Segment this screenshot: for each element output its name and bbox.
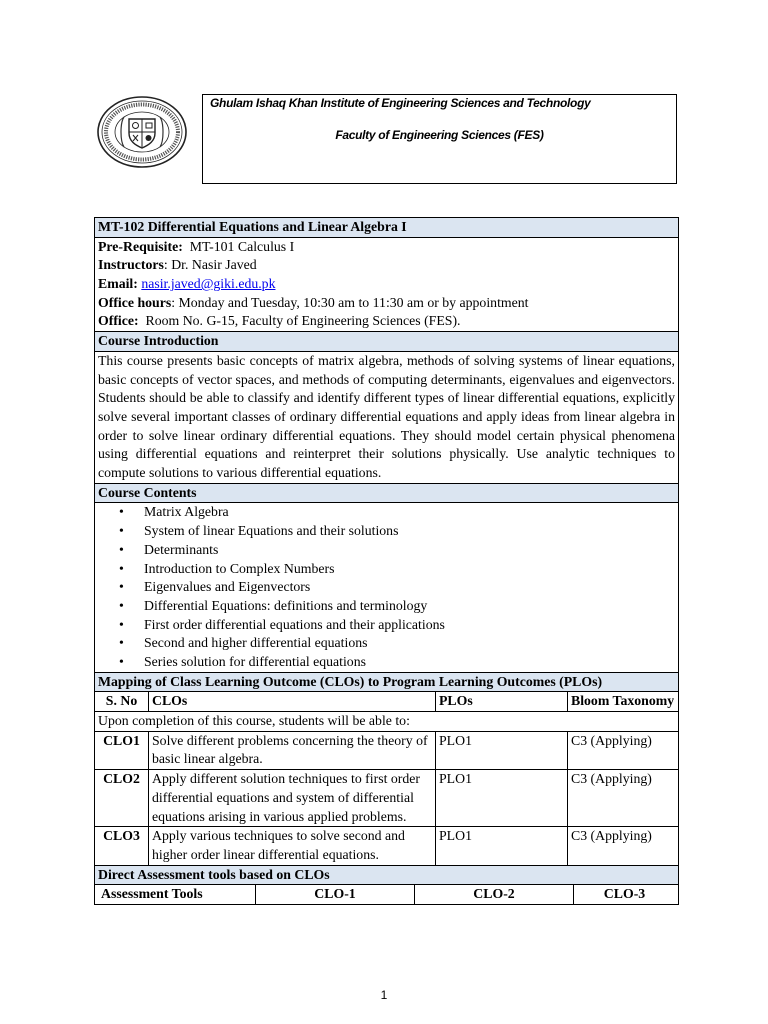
clo-plo: PLO1 [436, 731, 568, 769]
contents-heading: Course Contents [95, 483, 679, 503]
col-clos-header: CLOs [149, 692, 436, 712]
email-link[interactable]: nasir.javed@giki.edu.pk [141, 276, 276, 292]
table-row [95, 770, 679, 827]
header-box [202, 94, 677, 184]
course-info [95, 237, 679, 331]
institute-name: Ghulam Ishaq Khan Institute of Engineering Sciences and Technology [210, 96, 591, 110]
assessment-header-cell [95, 885, 679, 905]
office-value: Room No. G-15, Faculty of Engineering Sciences (FES). [145, 313, 461, 329]
faculty-name: Faculty of Engineering Sciences (FES) [335, 128, 544, 142]
clo-bloom: C3 (Applying) [568, 827, 679, 865]
clo-id: CLO2 [95, 770, 149, 827]
col-assessment-tools: Assessment Tools [98, 885, 256, 904]
list-item: • Differential Equations: definitions and terminology [144, 597, 675, 616]
clo-text: Apply various techniques to solve second and higher order linear differential equations. [149, 827, 436, 865]
contents-list-cell [95, 503, 679, 672]
col-clo2: CLO-2 [415, 885, 574, 904]
clo-id: CLO1 [95, 731, 149, 769]
clo-id: CLO3 [95, 827, 149, 865]
table-row [95, 827, 679, 865]
office-hours-label: Office hours [98, 294, 172, 310]
col-sno-header: S. No [95, 692, 149, 712]
intro-heading: Course Introduction [95, 332, 679, 352]
contents-list [98, 503, 675, 671]
list-item: • Introduction to Complex Numbers [144, 560, 675, 579]
office-hours-value: : Monday and Tuesday, 10:30 am to 11:30 am or by appointment [171, 294, 529, 310]
clo-bloom: C3 (Applying) [568, 731, 679, 769]
clo-text: Solve different problems concerning the theory of basic linear algebra. [149, 731, 436, 769]
course-title: MT-102 Differential Equations and Linear Algebra I [95, 218, 679, 238]
clo-plo: PLO1 [436, 770, 568, 827]
clo-plo: PLO1 [436, 827, 568, 865]
course-outline-table [94, 217, 679, 905]
instructors-label: Instructors [98, 257, 164, 273]
col-plos-header: PLOs [436, 692, 568, 712]
instructors-value: : Dr. Nasir Javed [163, 257, 257, 273]
list-item: • Determinants [144, 541, 675, 560]
intro-text: This course presents basic concepts of matrix algebra, methods of solving systems of linear equations, basic concepts of vector spaces, and methods of computing determinants, eigenvalues and eigenvectors. Students should be able to classify and identify different types of linear differential equations, explicitly solve several important classes of ordinary differential equations and apply ideas from linear algebra in order to solve linear ordinary differential equations. They should model certain physical phenomena using differential equations and reinterpret their solutions physically. Use analytic techniques to compute solutions to various differential equations. [95, 351, 679, 483]
prereq-label: Pre-Requisite: [98, 238, 183, 254]
prereq-value: MT-101 Calculus I [189, 238, 295, 254]
list-item: • Matrix Algebra [144, 503, 675, 522]
col-clo1: CLO-1 [256, 885, 415, 904]
institute-seal-logo [96, 95, 188, 169]
completion-text: Upon completion of this course, students will be able to: [95, 712, 679, 732]
assessment-heading: Direct Assessment tools based on CLOs [95, 865, 679, 885]
page-number: 1 [380, 988, 388, 1002]
clo-bloom: C3 (Applying) [568, 770, 679, 827]
list-item: • System of linear Equations and their solutions [144, 522, 675, 541]
list-item: • Eigenvalues and Eigenvectors [144, 578, 675, 597]
table-row [95, 731, 679, 769]
col-bloom-header: Bloom Taxonomy [568, 692, 679, 712]
col-clo3: CLO-3 [603, 886, 646, 902]
office-label: Office: [98, 313, 139, 329]
clo-text: Apply different solution techniques to first order differential equations and system of differential equations arising in various applied problems. [149, 770, 436, 827]
list-item: • First order differential equations and their applications [144, 616, 675, 635]
mapping-heading: Mapping of Class Learning Outcome (CLOs) to Program Learning Outcomes (PLOs) [95, 672, 679, 692]
list-item: • Second and higher differential equations [144, 634, 675, 653]
list-item: • Series solution for differential equations [144, 653, 675, 672]
assessment-header-row [98, 885, 675, 904]
email-label: Email: [98, 276, 138, 292]
